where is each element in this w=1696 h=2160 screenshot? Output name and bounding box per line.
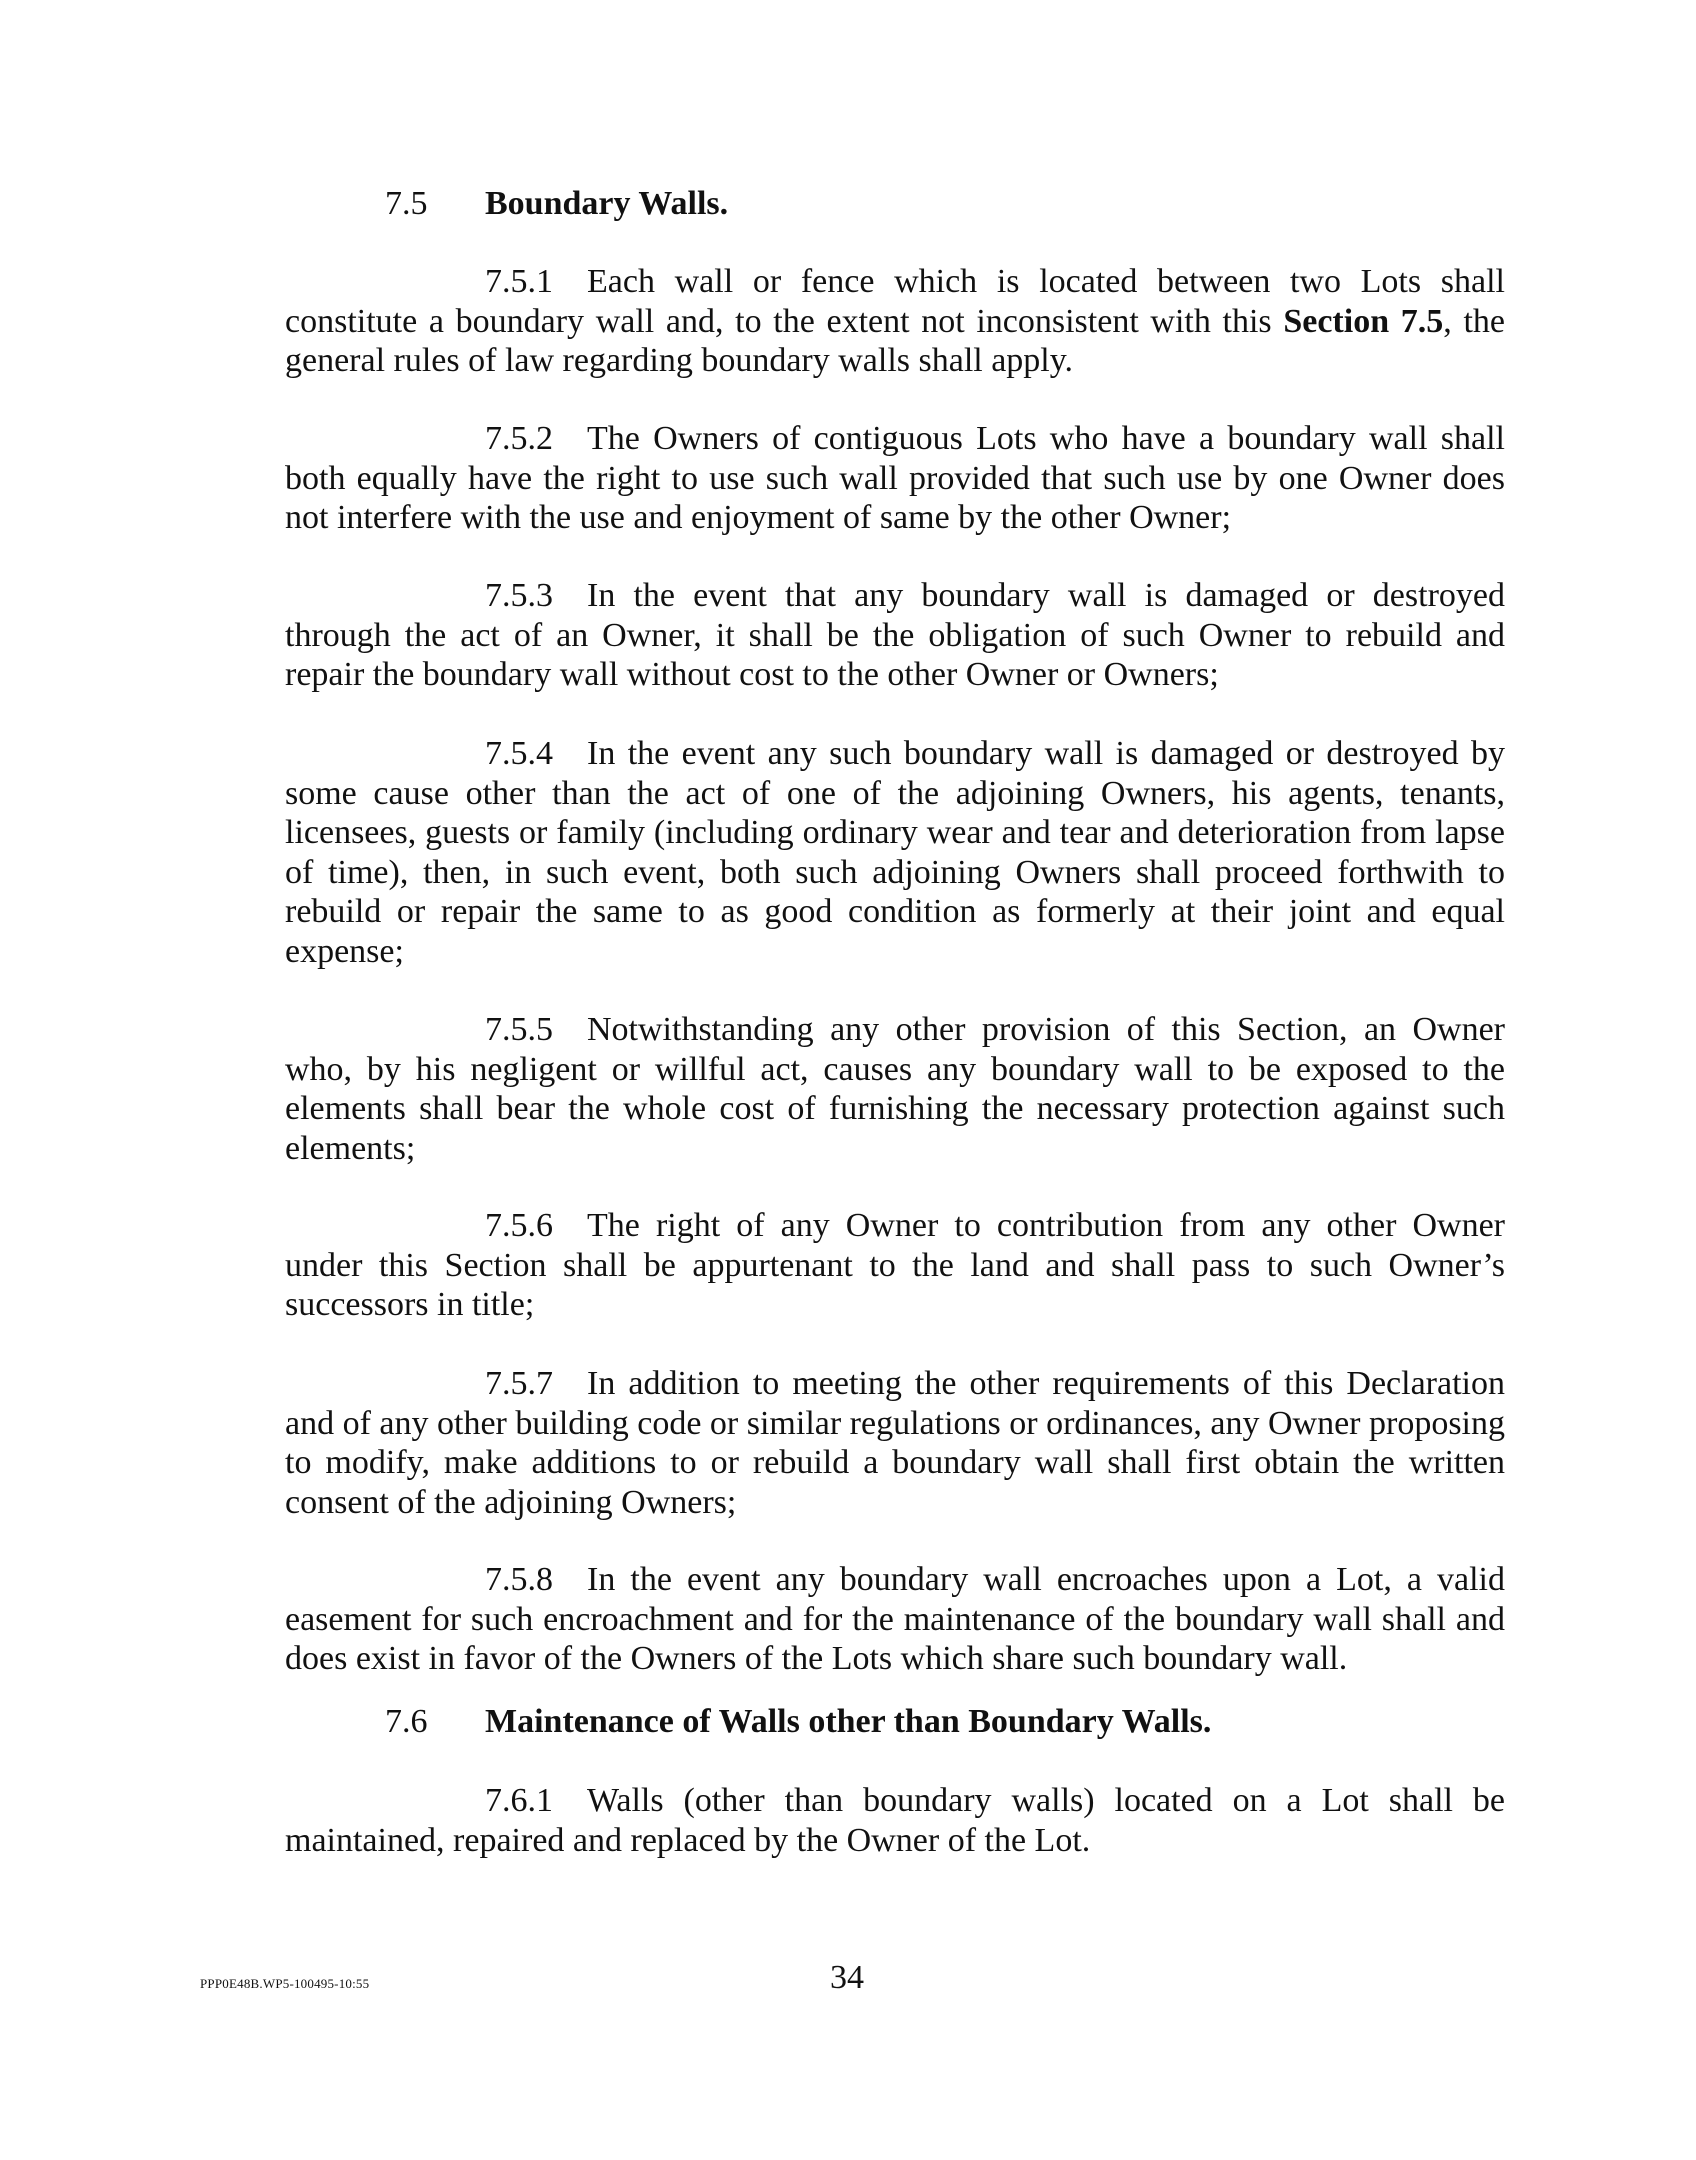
paragraph-text: In addition to meeting the other requirements of this Declaration and of any other building code or similar regulations or ordinances, any Owner proposing to modify, make additions to or rebuild a boundary wall shall first obtain the written consent of the adjoining Owners; (285, 1365, 1505, 1521)
page-number: 34 (830, 1959, 864, 1996)
paragraph-number: 7.5.6 (485, 1207, 553, 1244)
section-title: Maintenance of Walls other than Boundary Walls. (485, 1703, 1212, 1740)
paragraph-text: In the event any such boundary wall is damaged or destroyed by some cause other than the act of one of the adjoining Owners, his agents, tenants, licensees, guests or family (including ordinary wear and tear and deterioration from lapse of time), then, in such event, both such adjoining Owners shall proceed forthwith to rebuild or repair the same to as good condition as formerly at their joint and equal expense; (285, 735, 1505, 970)
paragraph-text: The Owners of contiguous Lots who have a boundary wall shall both equally have the right to use such wall provided that such use by one Owner does not interfere with the use and enjoyment of same by the other Owner; (285, 420, 1505, 536)
paragraph-7-5-8 (285, 1560, 1505, 1679)
section-heading-7-6 (385, 1702, 1211, 1742)
paragraph-number: 7.5.2 (485, 420, 553, 457)
section-number: 7.5 (385, 185, 428, 222)
paragraph-text-tail: , the general rules of law regarding boundary walls shall apply. (285, 302, 1505, 379)
paragraph-7-5-7 (285, 1364, 1505, 1522)
paragraph-number: 7.5.7 (485, 1365, 553, 1402)
paragraph-text: In the event any boundary wall encroaches upon a Lot, a valid easement for such encroachment and for the maintenance of the boundary wall shall and does exist in favor of the Owners of the Lots which share such boundary wall. (285, 1561, 1505, 1677)
paragraph-text: In the event that any boundary wall is damaged or destroyed through the act of an Owner, it shall be the obligation of such Owner to rebuild and repair the boundary wall without cost to the other Owner or Owners; (285, 577, 1505, 693)
paragraph-text: The right of any Owner to contribution from any other Owner under this Section shall be appurtenant to the land and shall pass to such Owner’s successors in title; (285, 1207, 1505, 1323)
document-code: PPP0E48B.WP5-100495-10:55 (200, 1976, 370, 1991)
paragraph-7-5-6 (285, 1206, 1505, 1325)
paragraph-number: 7.5.1 (485, 263, 553, 300)
paragraph-text: Walls (other than boundary walls) located on a Lot shall be maintained, repaired and replaced by the Owner of the Lot. (285, 1782, 1505, 1859)
paragraph-number: 7.5.8 (485, 1561, 553, 1598)
paragraph-7-5-1 (285, 262, 1505, 381)
paragraph-number: 7.6.1 (485, 1782, 553, 1819)
paragraph-7-5-5 (285, 1010, 1505, 1168)
paragraph-number: 7.5.4 (485, 735, 553, 772)
paragraph-number: 7.5.5 (485, 1011, 553, 1048)
paragraph-text: Notwithstanding any other provision of this Section, an Owner who, by his negligent or willful act, causes any boundary wall to be exposed to the elements shall bear the whole cost of furnishing the necessary protection against such elements; (285, 1011, 1505, 1167)
section-number: 7.6 (385, 1703, 428, 1740)
paragraph-text: Each wall or fence which is located between two Lots shall constitute a boundary wall and, to the extent not inconsistent with this (285, 263, 1505, 340)
paragraph-7-6-1 (285, 1781, 1505, 1860)
paragraph-7-5-2 (285, 419, 1505, 538)
section-reference: Section 7.5 (1283, 302, 1444, 340)
paragraph-number: 7.5.3 (485, 577, 553, 614)
section-heading-7-5 (385, 184, 728, 224)
paragraph-7-5-3 (285, 576, 1505, 695)
section-title: Boundary Walls. (485, 185, 729, 222)
paragraph-7-5-4 (285, 734, 1505, 971)
